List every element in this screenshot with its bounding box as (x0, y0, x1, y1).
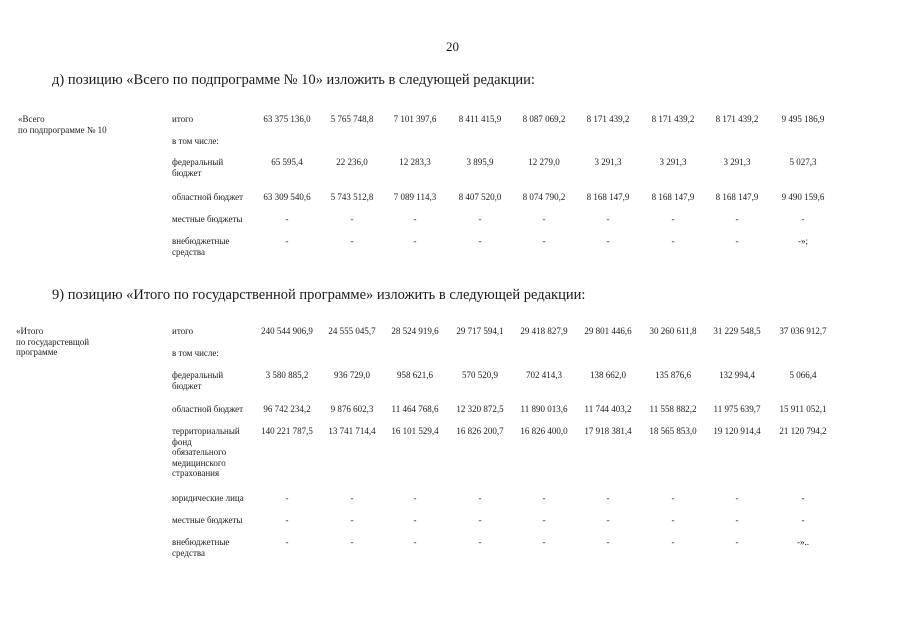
table-cell: 958 621,6 (397, 370, 433, 380)
table-cell: - (671, 214, 675, 224)
table-cell: 29 418 827,9 (520, 326, 568, 336)
table-cell: 65 595,4 (271, 157, 303, 167)
table-cell: - (735, 537, 739, 547)
table-cell: 63 309 540,6 (263, 192, 311, 202)
table-cell: 240 544 906,9 (261, 326, 313, 336)
table-cell: 135 876,6 (655, 370, 691, 380)
table-cell: 24 555 045,7 (328, 326, 376, 336)
row-label: областной бюджет (172, 404, 244, 414)
table-cell: 30 260 611,8 (649, 326, 697, 336)
table-cell: - (285, 537, 289, 547)
table-cell: - (478, 214, 482, 224)
table-cell: 702 414,3 (526, 370, 562, 380)
table-cell: - (285, 493, 289, 503)
table-cell: 11 464 768,6 (391, 404, 439, 414)
table-cell: - (542, 537, 546, 547)
row-label: в том числе: (172, 348, 219, 358)
table-cell: - (542, 214, 546, 224)
table-cell: - (413, 214, 417, 224)
table-cell: 3 291,3 (594, 157, 622, 167)
table-cell: 8 168 147,9 (651, 192, 695, 202)
table-cell: - (413, 515, 417, 525)
row-label: итого (172, 326, 194, 336)
table-cell: 8 407 520,0 (458, 192, 502, 202)
row-label: территориальный фонд обязательного медицинского страхования (172, 426, 240, 478)
table-cell: - (350, 493, 354, 503)
table-title: «Всего по подпрограмме № 10 (18, 114, 107, 135)
table-cell: - (478, 515, 482, 525)
table-cell: 8 411 415,9 (458, 114, 502, 124)
row-label: областной бюджет (172, 192, 244, 202)
table-cell: 5 027,3 (789, 157, 817, 167)
table-cell: - (542, 515, 546, 525)
table-cell: - (350, 214, 354, 224)
table-cell: 28 524 919,6 (391, 326, 439, 336)
table-cell: 8 074 790,2 (522, 192, 566, 202)
table-cell: 17 918 381,4 (584, 426, 632, 436)
table-cell: 31 229 548,5 (713, 326, 761, 336)
table-cell: - (671, 493, 675, 503)
table-cell: 21 120 794,2 (779, 426, 827, 436)
table-cell: - (542, 493, 546, 503)
table-cell: - (285, 515, 289, 525)
table-title: «Итого по государстевщой программе (16, 326, 90, 357)
table-cell: - (285, 214, 289, 224)
row-label: в том числе: (172, 136, 219, 146)
row-label: юридические лица (172, 493, 244, 503)
table-cell: - (478, 537, 482, 547)
table-cell: 8 168 147,9 (586, 192, 630, 202)
table-cell: 3 580 885,2 (265, 370, 309, 380)
table-cell: - (350, 236, 354, 246)
table-cell: 29 801 446,6 (584, 326, 632, 336)
table-cell: - (542, 236, 546, 246)
table-cell: 7 101 397,6 (393, 114, 437, 124)
table-cell: 11 744 403,2 (584, 404, 632, 414)
table-cell: 15 911 052,1 (779, 404, 827, 414)
table-cell: - (735, 493, 739, 503)
table-cell: - (801, 493, 805, 503)
row-label: местные бюджеты (172, 214, 243, 224)
table-cell: - (285, 236, 289, 246)
table-cell: 11 558 882,2 (649, 404, 697, 414)
table-cell: - (671, 515, 675, 525)
table-cell: - (606, 214, 610, 224)
table-cell: 570 520,9 (462, 370, 498, 380)
table-cell: 11 890 013,6 (520, 404, 568, 414)
table-cell: 22 236,0 (336, 157, 368, 167)
table-cell: 7 089 114,3 (393, 192, 437, 202)
table-cell: 29 717 594,1 (456, 326, 504, 336)
table-cell: - (735, 214, 739, 224)
table-cell: - (478, 236, 482, 246)
table-cell: - (801, 515, 805, 525)
table-cell: 8 171 439,2 (715, 114, 759, 124)
section-2-heading: 9) позицию «Итого по государственной программе» изложить в следующей редакции: (52, 287, 586, 303)
table-cell: 16 101 529,4 (391, 426, 439, 436)
table-cell: - (801, 214, 805, 224)
table-cell: 11 975 639,7 (713, 404, 761, 414)
table-cell: - (735, 515, 739, 525)
row-label: федеральный бюджет (172, 157, 224, 178)
row-label: внебюджетные средства (172, 236, 230, 257)
table-cell: 13 741 714,4 (328, 426, 376, 436)
table-cell: 16 826 400,0 (520, 426, 568, 436)
table-cell: 8 171 439,2 (586, 114, 630, 124)
table-cell: 5 743 512,8 (330, 192, 374, 202)
table-cell: 9 876 602,3 (330, 404, 374, 414)
table-cell: 132 994,4 (719, 370, 755, 380)
page-number: 20 (446, 39, 459, 54)
row-label: внебюджетные средства (172, 537, 230, 558)
table-cell: 3 291,3 (723, 157, 751, 167)
table-cell: - (413, 537, 417, 547)
table-cell: 12 320 872,5 (456, 404, 504, 414)
table-cell: 63 375 136,0 (263, 114, 311, 124)
table-cell: 8 168 147,9 (715, 192, 759, 202)
table-cell: - (413, 493, 417, 503)
section-1-heading: д) позицию «Всего по подпрограмме № 10» изложить в следующей редакции: (52, 72, 535, 88)
table-cell: 138 662,0 (590, 370, 626, 380)
table-cell: - (606, 493, 610, 503)
table-cell: 9 490 159,6 (781, 192, 825, 202)
table-cell: 18 565 853,0 (649, 426, 697, 436)
table-cell: 3 291,3 (659, 157, 687, 167)
row-label: федеральный бюджет (172, 370, 224, 391)
table-cell: 16 826 200,7 (456, 426, 504, 436)
table-cell: - (350, 537, 354, 547)
table-cell: 19 120 914,4 (713, 426, 761, 436)
table-cell: 12 283,3 (399, 157, 431, 167)
table-cell: 5 066,4 (789, 370, 817, 380)
table-cell: - (606, 537, 610, 547)
row-label: итого (172, 114, 194, 124)
table-cell: - (735, 236, 739, 246)
table-cell: 9 495 186,9 (781, 114, 825, 124)
table-cell: - (671, 537, 675, 547)
table-cell: - (606, 236, 610, 246)
table-cell: - (413, 236, 417, 246)
table-cell: 3 895,9 (466, 157, 494, 167)
table-cell: 140 221 787,5 (261, 426, 313, 436)
table-cell: - (671, 236, 675, 246)
table-cell: -»; (798, 236, 808, 246)
table-cell: 8 171 439,2 (651, 114, 695, 124)
table-cell: 8 087 069,2 (522, 114, 566, 124)
table-cell: -».. (797, 537, 809, 547)
table-cell: 96 742 234,2 (263, 404, 311, 414)
table-cell: - (478, 493, 482, 503)
table-cell: 37 036 912,7 (779, 326, 827, 336)
table-cell: 5 765 748,8 (330, 114, 374, 124)
table-cell: 12 279,0 (528, 157, 560, 167)
table-cell: - (606, 515, 610, 525)
row-label: местные бюджеты (172, 515, 243, 525)
table-cell: 936 729,0 (334, 370, 370, 380)
table-cell: - (350, 515, 354, 525)
